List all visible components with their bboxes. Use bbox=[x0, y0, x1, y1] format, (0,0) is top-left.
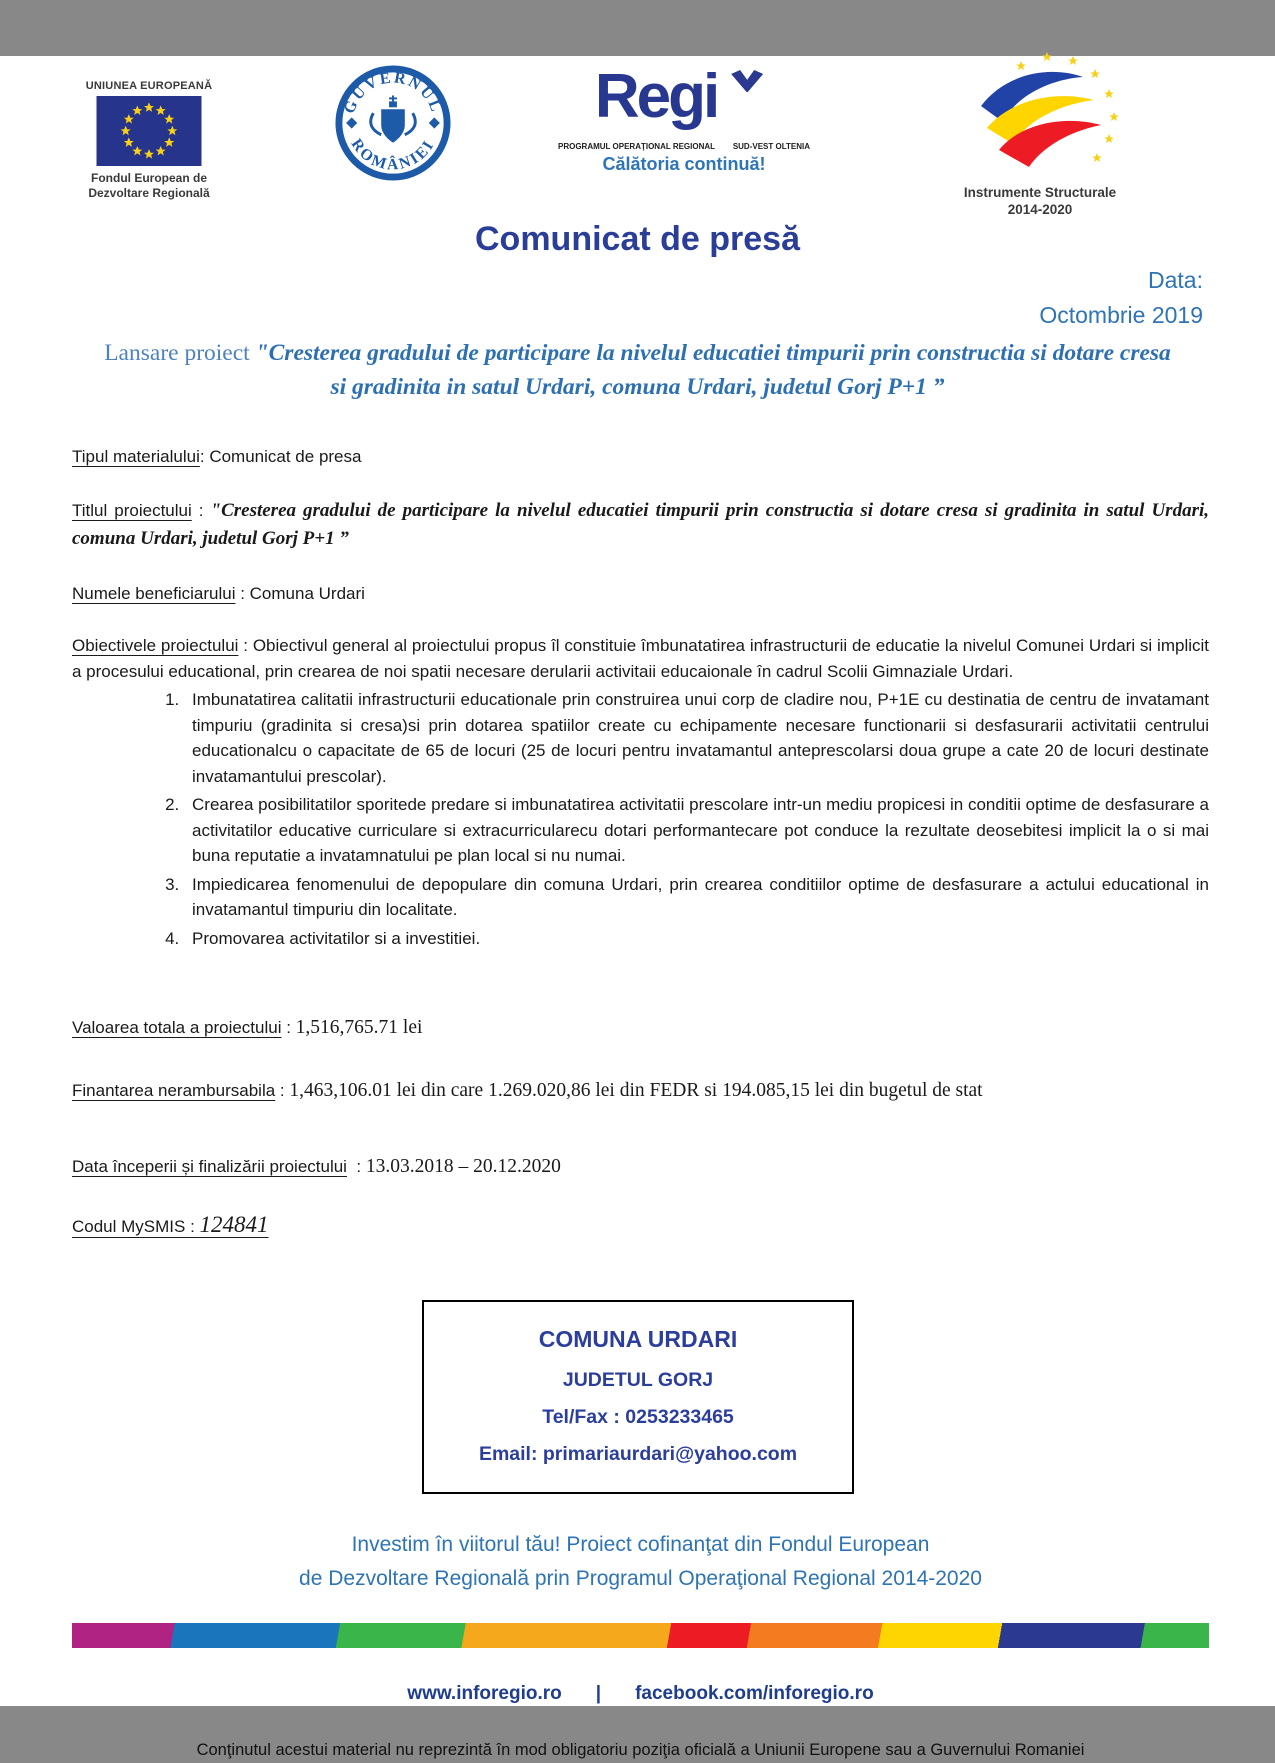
structural-swoosh-icon bbox=[951, 50, 1129, 178]
inforegio-link[interactable]: www.inforegio.ro bbox=[407, 1682, 562, 1704]
contact-email[interactable]: Email: primariaurdari@yahoo.com bbox=[478, 1443, 798, 1466]
eu-logo-title: UNIUNEA EUROPEANĂ bbox=[85, 80, 213, 92]
material-type-value: Comunicat de presa bbox=[209, 447, 362, 467]
facebook-link[interactable]: facebook.com/inforegio.ro bbox=[635, 1682, 874, 1704]
project-title-value: "Cresterea gradului de participare la nivelul educatiei timpurii prin constructia si dotare cresa si gradinita in satul Urdari, comuna Urdari, judetul Gorj P+1 ” bbox=[72, 499, 1209, 550]
field-project-title bbox=[72, 497, 1209, 554]
field-project-dates bbox=[72, 1152, 1209, 1181]
funding-note-line2: de Dezvoltare Regională prin Programul Operaţional Regional 2014-2020 bbox=[299, 1567, 982, 1591]
mysmis-label: Codul MySMIS bbox=[72, 1216, 186, 1236]
beneficiary-value: Comuna Urdari bbox=[249, 583, 365, 603]
seal-bottom-text: ROMÂNIEI bbox=[347, 135, 439, 174]
field-total-value bbox=[72, 1013, 1209, 1042]
footer-links bbox=[72, 1680, 1209, 1709]
eu-flag-icon bbox=[96, 96, 202, 166]
objective-item: 1. Imbunatatirea calitatii infrastructurii educationale prin construirea unui corp de cladire nou, P+1E cu destinatia de centru de invatamant timpuriu (gradinita si cresa)si prin dotarea spatiilor create cu echipamente necesare functionarii si desfasurarii activitatii centrului educationalcu o capacitate de 65 de locuri (25 de locuri pentru invatamantul anteprescolarsi doua grupe a cate 20 de locuri destinate invatamantului prescolar). bbox=[184, 687, 1209, 789]
disclaimer-text: Conţinutul acestui material nu reprezintă în mod obligatoriu poziţia oficială a Uniunii Europene sau a Guvernului Romaniei bbox=[196, 1741, 1085, 1760]
funding-note-line1: Investim în viitorul tău! Proiect cofinanţat din Fondul European bbox=[351, 1532, 930, 1556]
date-block bbox=[0, 263, 1275, 332]
material-type-label: Tipul materialului bbox=[72, 447, 200, 467]
project-dates-value: 13.03.2018 – 20.12.2020 bbox=[365, 1155, 561, 1177]
document-body bbox=[0, 404, 1275, 1763]
project-dates-label: Data începerii și finalizării proiectului bbox=[72, 1156, 347, 1176]
grant-amount: 1,463,106.01 lei din care 1.269.020,86 lei din FEDR si 194.085,15 lei din bugetul de stat bbox=[289, 1080, 983, 1102]
beneficiary-sep: : bbox=[235, 583, 250, 603]
field-material-type bbox=[72, 444, 1209, 470]
regio-logo bbox=[558, 62, 810, 175]
objectives-sep: : bbox=[238, 636, 253, 656]
objective-item: 2. Crearea posibilitatilor sporitede predare si imbunatatirea activitatii prescolare intr-un mediu propicesi in conditii optime de desfasurare a activitatilor educative curriculare si extracurricularecu dotari performantecare pot conduce la rezultate deosebitesi implicit la o si mai buna reputatie a invatamnatului pe plan local si nu numai. bbox=[184, 792, 1209, 869]
project-title-sep: : bbox=[191, 500, 211, 520]
objectives-intro: Obiectivul general al proiectului propus îl constituie îmbunatatirea infrastructurii de educatie la nivelul Comunei Urdari si implicit a procesului educational, prin crearea de noi spatii necesare derularii activitaii educaionale în cadrul Scolii Gimnaziale Urdari. bbox=[72, 636, 1209, 681]
contact-box bbox=[422, 1300, 854, 1493]
government-seal-icon bbox=[334, 64, 452, 182]
total-value-label: Valoarea totala a proiectului bbox=[72, 1018, 282, 1038]
eu-logo bbox=[84, 80, 214, 201]
regio-wordmark bbox=[558, 62, 810, 140]
date-label: Data: bbox=[1148, 267, 1203, 293]
project-title-label: Titlul proiectului bbox=[72, 500, 192, 520]
subtitle-quoted-title: "Cresterea gradului de participare la nivelul educatiei timpurii prin constructia si dotare cresa si gradinita in satul Urdari, comuna Urdari, judetul Gorj P+1 ” bbox=[255, 340, 1171, 401]
rainbow-bar bbox=[72, 1623, 1209, 1648]
project-launch-subtitle bbox=[95, 336, 1180, 404]
field-grant bbox=[72, 1076, 1209, 1105]
svg-text:GUVERNUL bbox=[341, 69, 445, 116]
field-beneficiary bbox=[72, 581, 1209, 607]
objective-item: 4. Promovarea activitatilor si a investitiei. bbox=[184, 926, 1209, 952]
press-release-page bbox=[0, 56, 1275, 1760]
regio-o-icon bbox=[721, 74, 773, 126]
grant-label: Finantarea nerambursabila bbox=[72, 1081, 276, 1101]
regio-logo-text: Regi bbox=[594, 62, 718, 131]
regio-left-tag: PROGRAMUL OPERAŢIONAL REGIONAL bbox=[558, 142, 716, 151]
contact-commune: COMUNA URDARI bbox=[538, 1326, 738, 1353]
page-title: Comunicat de presă bbox=[475, 220, 800, 258]
funding-note bbox=[72, 1528, 1209, 1597]
beneficiary-label: Numele beneficiarului bbox=[72, 583, 236, 603]
objectives-label: Obiectivele proiectului bbox=[72, 636, 239, 656]
structural-logo-line1: Instrumente Structurale bbox=[963, 185, 1117, 200]
logo-row bbox=[0, 56, 1275, 217]
seal-top-text: GUVERNUL bbox=[340, 69, 446, 116]
subtitle-prefix: Lansare proiect bbox=[104, 340, 256, 366]
regio-tagline: Călătoria continuă! bbox=[602, 154, 766, 174]
total-value-amount: 1,516,765.71 lei bbox=[295, 1017, 423, 1039]
grant-sep: : bbox=[275, 1081, 290, 1101]
contact-telfax: Tel/Fax : 0253233465 bbox=[542, 1406, 734, 1429]
mysmis-sep: : bbox=[185, 1216, 200, 1236]
contact-county: JUDETUL GORJ bbox=[562, 1368, 714, 1391]
mysmis-code: 124841 bbox=[199, 1211, 269, 1237]
link-separator: | bbox=[595, 1682, 602, 1704]
eu-logo-subtitle: Fondul European de Dezvoltare Regională bbox=[88, 171, 210, 200]
regio-right-tag: SUD-VEST OLTENIA bbox=[732, 142, 810, 151]
field-objectives bbox=[72, 633, 1209, 951]
date-value: Octombrie 2019 bbox=[1039, 301, 1203, 328]
field-mysmis bbox=[72, 1208, 1209, 1243]
objective-item: 3. Impiedicarea fenomenului de depopulare din comuna Urdari, prin crearea conditiilor optime de desfasurare a actului educational in invatamantul timpuriu din localitate. bbox=[184, 872, 1209, 923]
total-value-sep: : bbox=[281, 1018, 296, 1038]
structural-instruments-logo bbox=[946, 50, 1134, 219]
project-dates-sep: : bbox=[346, 1156, 366, 1176]
structural-logo-line2: 2014-2020 bbox=[1007, 201, 1073, 217]
material-type-sep: : bbox=[199, 447, 210, 467]
objectives-list bbox=[72, 687, 1209, 951]
